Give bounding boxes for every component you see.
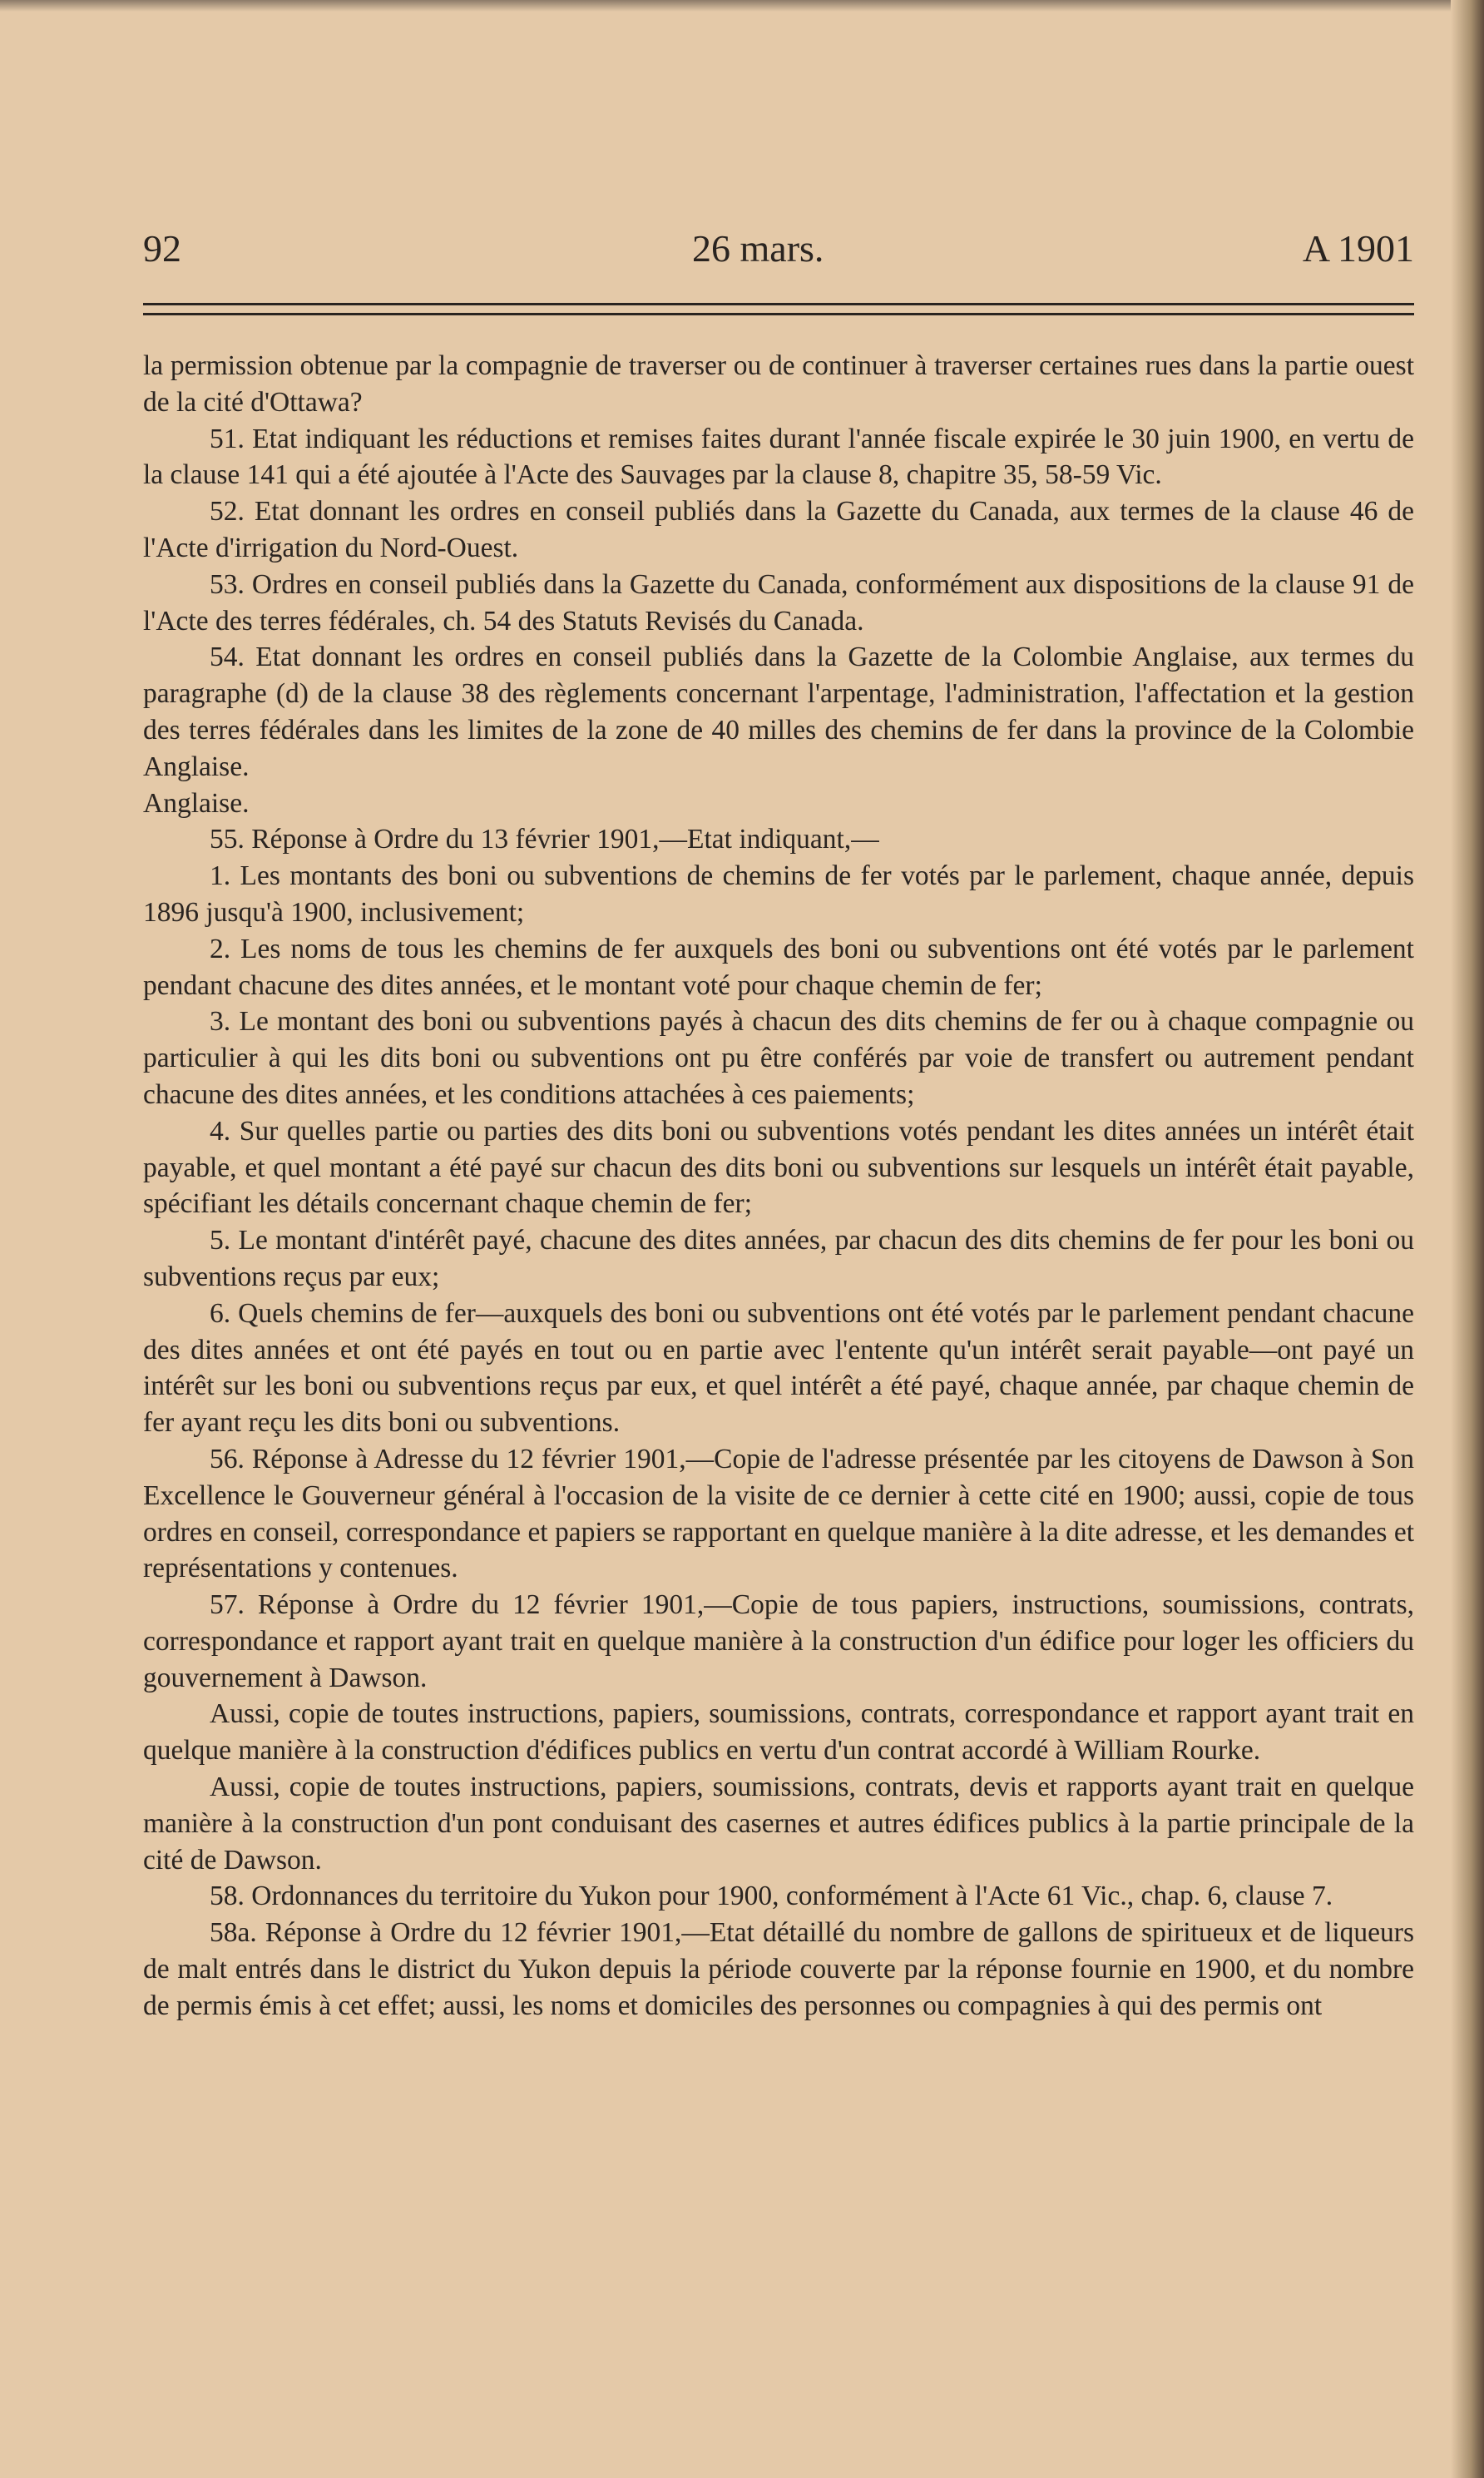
paragraph-55-item-1: 1. Les montants des boni ou subventions de chemins de fer votés par le parlement, chaque année, depuis 1896 jusqu'à 1900, inclusivement;	[143, 860, 1414, 928]
paragraph-55-item-5: 5. Le montant d'intérêt payé, chacune des dites années, par chacun des dits chemins de fer pour les boni ou subventions reçus par eux;	[143, 1225, 1414, 1292]
paragraph-57: 57. Réponse à Ordre du 12 février 1901,—Copie de tous papiers, instructions, soumissions, contrats, correspondance et rapport ayant trait en quelque manière à la construction d'un édifice pour loger les officiers du gouvernement à Dawson.	[143, 1589, 1414, 1693]
page-top-shadow	[0, 0, 1484, 12]
paragraph-55: 55. Réponse à Ordre du 13 février 1901,—Etat indiquant,—	[210, 824, 879, 855]
paragraph-53: 53. Ordres en conseil publiés dans la Gazette du Canada, conformément aux dispositions de la clause 91 de l'Acte des terres fédérales, ch. 54 des Statuts Revisés du Canada.	[143, 568, 1414, 637]
paragraph-continuation: la permission obtenue par la compagnie de traverser ou de continuer à traverser certaines rues dans la partie ouest de la cité d'Ottawa?	[143, 350, 1414, 418]
paragraph-duplicate-line: Anglaise.	[143, 787, 250, 819]
paragraph-56: 56. Réponse à Adresse du 12 février 1901,—Copie de l'adresse présentée par les citoyens de Dawson à Son Excellence le Gouverneur général à l'occasion de la visite de ce dernier à cette cité en 1900; aussi, copie de tous ordres en conseil, correspondance et papiers se rapportant en quelque manière à la dite adresse, et les demandes et représentations y contenues.	[143, 1443, 1414, 1584]
page-right-edge	[1451, 0, 1484, 2478]
header-rule-top	[143, 303, 1414, 305]
paragraph-51: 51. Etat indiquant les réductions et remises faites durant l'année fiscale expirée le 30 juin 1900, en vertu de la clause 141 qui a été ajoutée à l'Acte des Sauvages par la clause 8, chapitre 35, 58-59 Vic.	[143, 423, 1414, 491]
page-number: 92	[143, 227, 181, 270]
paragraph-55-item-4: 4. Sur quelles partie ou parties des dits boni ou subventions votés pendant les dites années un intérêt était payable, et quel montant a été payé sur chacun des dits boni ou subventions sur lesquels un intérêt était payable, spécifiant les détails concernant chaque chemin de fer;	[143, 1115, 1414, 1220]
paragraph-52: 52. Etat donnant les ordres en conseil publiés dans la Gazette du Canada, aux termes de la clause 46 de l'Acte d'irrigation du Nord-Ouest.	[143, 496, 1414, 563]
paragraph-57-aussi-1: Aussi, copie de toutes instructions, papiers, soumissions, contrats, correspondance et rapport ayant trait en quelque manière à la construction d'édifices publics en vertu d'un contrat accordé à William Rourke.	[143, 1698, 1414, 1767]
paragraph-55-item-6: 6. Quels chemins de fer—auxquels des boni ou subventions ont été votés par le parlement pendant chacune des dites années et ont été payés en tout ou en partie avec l'entente qu'un intérêt serait payable—ont payé un intérêt sur les boni ou subventions reçus par eux, et quel intérêt a été payé, chaque année, par chaque chemin de fer ayant reçu les dits boni ou subventions.	[143, 1297, 1414, 1439]
paragraph-54: 54. Etat donnant les ordres en conseil publiés dans la Gazette de la Colombie Anglaise, aux termes du paragraphe (d) de la clause 38 des règlements concernant l'arpentage, l'administration, l'affectation et la gestion des terres fédérales dans les limites de la zone de 40 milles des chemins de fer dans la province de la Colombie Anglaise.	[143, 642, 1414, 782]
running-header	[143, 226, 1414, 276]
body-text	[143, 348, 1414, 2025]
paragraph-58a: 58a. Réponse à Ordre du 12 février 1901,—Etat détaillé du nombre de gallons de spiritueux et de liqueurs de malt entrés dans le district du Yukon depuis la période couverte par la réponse fournie en 1900, et du nombre de permis émis à cet effet; aussi, les noms et domiciles des personnes ou compagnies à qui des permis ont	[143, 1917, 1414, 2021]
paragraph-58: 58. Ordonnances du territoire du Yukon pour 1900, conformément à l'Acte 61 Vic., chap. 6, clause 7.	[210, 1881, 1333, 1912]
header-year: A 1901	[1302, 227, 1414, 270]
header-date: 26 mars.	[692, 227, 824, 270]
paragraph-55-item-2: 2. Les noms de tous les chemins de fer auxquels des boni ou subventions ont été votés par le parlement pendant chacune des dites années, et le montant voté pour chaque chemin de fer;	[143, 933, 1414, 1001]
paragraph-57-aussi-2: Aussi, copie de toutes instructions, papiers, soumissions, contrats, devis et rapports ayant trait en quelque manière à la construction d'un pont conduisant des casernes et autres édifices publics à la partie principale de la cité de Dawson.	[143, 1772, 1414, 1876]
header-rule-bottom	[143, 313, 1414, 315]
paragraph-55-item-3: 3. Le montant des boni ou subventions payés à chacun des dits chemins de fer ou à chaque compagnie ou particulier à qui les dits boni ou subventions ont pu être conférés par voie de transfert ou autrement pendant chacune des dites années, et les conditions attachées à ces paiements;	[143, 1006, 1414, 1110]
